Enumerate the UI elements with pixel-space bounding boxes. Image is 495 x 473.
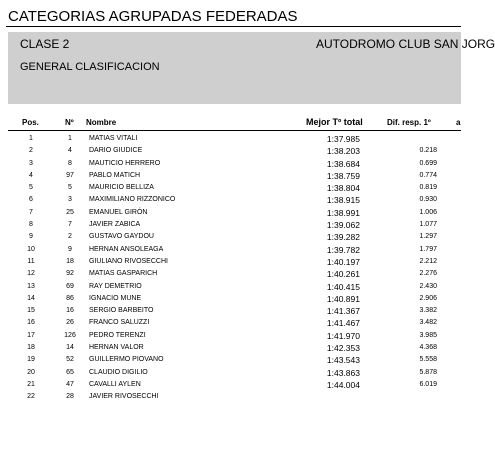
row-car-number: 5 <box>68 184 72 192</box>
row-best-time: 1:38.759 <box>326 170 360 181</box>
row-difference: 5.558 <box>419 356 437 364</box>
row-driver-name: GIULIANO RIVOSECCHI <box>89 257 168 265</box>
table-row <box>0 182 461 194</box>
row-position: 3 <box>29 159 33 167</box>
row-driver-name: GUILLERMO PIOVANO <box>89 356 164 364</box>
row-driver-name: HERNAN ANSOLEAGA <box>89 245 164 253</box>
row-best-time: 1:40.261 <box>326 269 360 280</box>
table-row <box>0 281 461 293</box>
column-header-pos: Pos. <box>22 118 39 127</box>
table-row <box>0 207 461 219</box>
row-driver-name: RAY DEMETRIO <box>89 282 142 290</box>
row-position: 18 <box>27 344 35 352</box>
row-driver-name: EMANUEL GIRÓN <box>89 208 148 216</box>
row-best-time: 1:44.004 <box>326 379 360 390</box>
row-car-number: 92 <box>66 270 74 278</box>
row-position: 20 <box>27 368 35 376</box>
row-difference: 3.382 <box>419 307 437 315</box>
row-driver-name: MAUTICIO HERRERO <box>89 159 161 167</box>
row-car-number: 16 <box>66 307 74 315</box>
row-difference: 1.077 <box>419 221 437 229</box>
row-position: 21 <box>27 380 35 388</box>
row-best-time: 1:38.684 <box>326 158 360 169</box>
row-best-time: 1:38.915 <box>326 195 360 206</box>
row-best-time: 1:39.782 <box>326 244 360 255</box>
row-car-number: 4 <box>68 147 72 155</box>
row-driver-name: DARIO GIUDICE <box>89 147 143 155</box>
row-driver-name: GUSTAVO GAYDOU <box>89 233 154 241</box>
row-best-time: 1:43.543 <box>326 355 360 366</box>
row-best-time: 1:41.970 <box>326 330 360 341</box>
row-position: 14 <box>27 294 35 302</box>
title-divider <box>6 26 461 27</box>
row-difference: 1.297 <box>419 233 437 241</box>
results-table <box>0 133 461 404</box>
row-difference: 0.699 <box>419 159 437 167</box>
row-difference: 3.482 <box>419 319 437 327</box>
row-driver-name: PABLO MATICH <box>89 171 141 179</box>
row-driver-name: MAXIMILIANO RIZZONICO <box>89 196 176 204</box>
row-difference: 6.019 <box>419 380 437 388</box>
row-driver-name: PEDRO TERENZI <box>89 331 146 339</box>
row-difference: 2.212 <box>419 257 437 265</box>
row-difference: 1.006 <box>419 208 437 216</box>
table-row <box>0 219 461 231</box>
row-car-number: 25 <box>66 208 74 216</box>
table-row <box>0 305 461 317</box>
row-position: 4 <box>29 171 33 179</box>
row-position: 8 <box>29 221 33 229</box>
row-difference: 0.930 <box>419 196 437 204</box>
row-difference: 0.774 <box>419 171 437 179</box>
row-car-number: 126 <box>64 331 76 339</box>
row-car-number: 2 <box>68 233 72 241</box>
venue-label: AUTODROMO CLUB SAN JORG <box>316 37 495 51</box>
table-row <box>0 194 461 206</box>
row-best-time: 1:43.863 <box>326 367 360 378</box>
row-driver-name: IGNACIO MUNE <box>89 294 142 302</box>
table-row <box>0 256 461 268</box>
row-driver-name: CLAUDIO DIGILIO <box>89 368 148 376</box>
row-difference: 2.276 <box>419 270 437 278</box>
row-position: 7 <box>29 208 33 216</box>
row-position: 13 <box>27 282 35 290</box>
row-car-number: 3 <box>68 196 72 204</box>
row-position: 16 <box>27 319 35 327</box>
row-driver-name: MATIAS VITALI <box>89 135 138 142</box>
table-row <box>0 244 461 256</box>
row-car-number: 69 <box>66 282 74 290</box>
row-difference: 0.218 <box>419 147 437 155</box>
row-car-number: 18 <box>66 257 74 265</box>
row-position: 19 <box>27 356 35 364</box>
row-car-number: 47 <box>66 380 74 388</box>
page-title: CATEGORIAS AGRUPADAS FEDERADAS <box>8 8 298 25</box>
column-header-number: Nº <box>65 118 74 127</box>
row-best-time: 1:41.367 <box>326 306 360 317</box>
column-header-name: Nombre <box>86 118 117 127</box>
row-position: 2 <box>29 147 33 155</box>
header-divider <box>8 130 461 131</box>
table-row <box>0 170 461 182</box>
row-car-number: 86 <box>66 294 74 302</box>
row-car-number: 1 <box>68 135 72 142</box>
row-best-time: 1:41.467 <box>326 318 360 329</box>
table-row <box>0 330 461 342</box>
row-difference: 5.878 <box>419 368 437 376</box>
class-label: CLASE 2 <box>20 37 70 51</box>
table-row <box>0 158 461 170</box>
row-difference: 2.430 <box>419 282 437 290</box>
row-best-time: 1:39.282 <box>326 232 360 243</box>
column-header-best-time: Mejor Tº total <box>306 117 363 127</box>
table-row <box>0 293 461 305</box>
row-difference: 2.906 <box>419 294 437 302</box>
row-position: 22 <box>27 393 35 401</box>
row-position: 15 <box>27 307 35 315</box>
row-best-time: 1:39.062 <box>326 220 360 231</box>
row-driver-name: MAURICIO BELLIZA <box>89 184 154 192</box>
row-position: 1 <box>29 135 33 142</box>
row-driver-name: JAVIER RIVOSECCHI <box>89 393 159 401</box>
table-row <box>0 145 461 157</box>
row-best-time: 1:38.991 <box>326 207 360 218</box>
row-driver-name: FRANCO SALUZZI <box>89 319 150 327</box>
row-car-number: 65 <box>66 368 74 376</box>
table-row <box>0 268 461 280</box>
row-position: 5 <box>29 184 33 192</box>
table-row <box>0 354 461 366</box>
row-best-time: 1:40.197 <box>326 256 360 267</box>
row-best-time: 1:40.415 <box>326 281 360 292</box>
row-position: 17 <box>27 331 35 339</box>
row-difference: 4.368 <box>419 344 437 352</box>
row-car-number: 26 <box>66 319 74 327</box>
table-header <box>0 118 461 130</box>
row-position: 6 <box>29 196 33 204</box>
row-best-time: 1:40.891 <box>326 293 360 304</box>
row-car-number: 8 <box>68 159 72 167</box>
row-best-time: 1:37.985 <box>326 134 360 144</box>
row-position: 10 <box>27 245 35 253</box>
table-row <box>0 317 461 329</box>
row-car-number: 28 <box>66 393 74 401</box>
column-header-difference: Dif. resp. 1º <box>387 118 431 127</box>
classification-subtitle: GENERAL CLASIFICACION <box>20 61 160 73</box>
row-car-number: 52 <box>66 356 74 364</box>
table-row <box>0 367 461 379</box>
column-header-extra: a <box>456 118 461 127</box>
row-position: 9 <box>29 233 33 241</box>
table-row <box>0 231 461 243</box>
row-position: 11 <box>27 257 35 265</box>
row-car-number: 9 <box>68 245 72 253</box>
row-difference: 0.819 <box>419 184 437 192</box>
row-driver-name: HERNAN VALOR <box>89 344 144 352</box>
row-driver-name: MATIAS GASPARICH <box>89 270 158 278</box>
table-row <box>0 133 461 145</box>
row-difference: 3.985 <box>419 331 437 339</box>
table-row <box>0 379 461 391</box>
row-position: 12 <box>27 270 35 278</box>
row-best-time: 1:38.804 <box>326 183 360 194</box>
row-best-time: 1:42.353 <box>326 343 360 354</box>
row-difference: 1.797 <box>419 245 437 253</box>
table-row <box>0 391 461 403</box>
row-best-time: 1:38.203 <box>326 146 360 157</box>
row-driver-name: CAVALLI AYLEN <box>89 380 141 388</box>
row-car-number: 97 <box>66 171 74 179</box>
table-row <box>0 342 461 354</box>
row-driver-name: JAVIER ZABICA <box>89 221 141 229</box>
row-driver-name: SERGIO BARBEITO <box>89 307 154 315</box>
row-car-number: 7 <box>68 221 72 229</box>
row-car-number: 14 <box>66 344 74 352</box>
